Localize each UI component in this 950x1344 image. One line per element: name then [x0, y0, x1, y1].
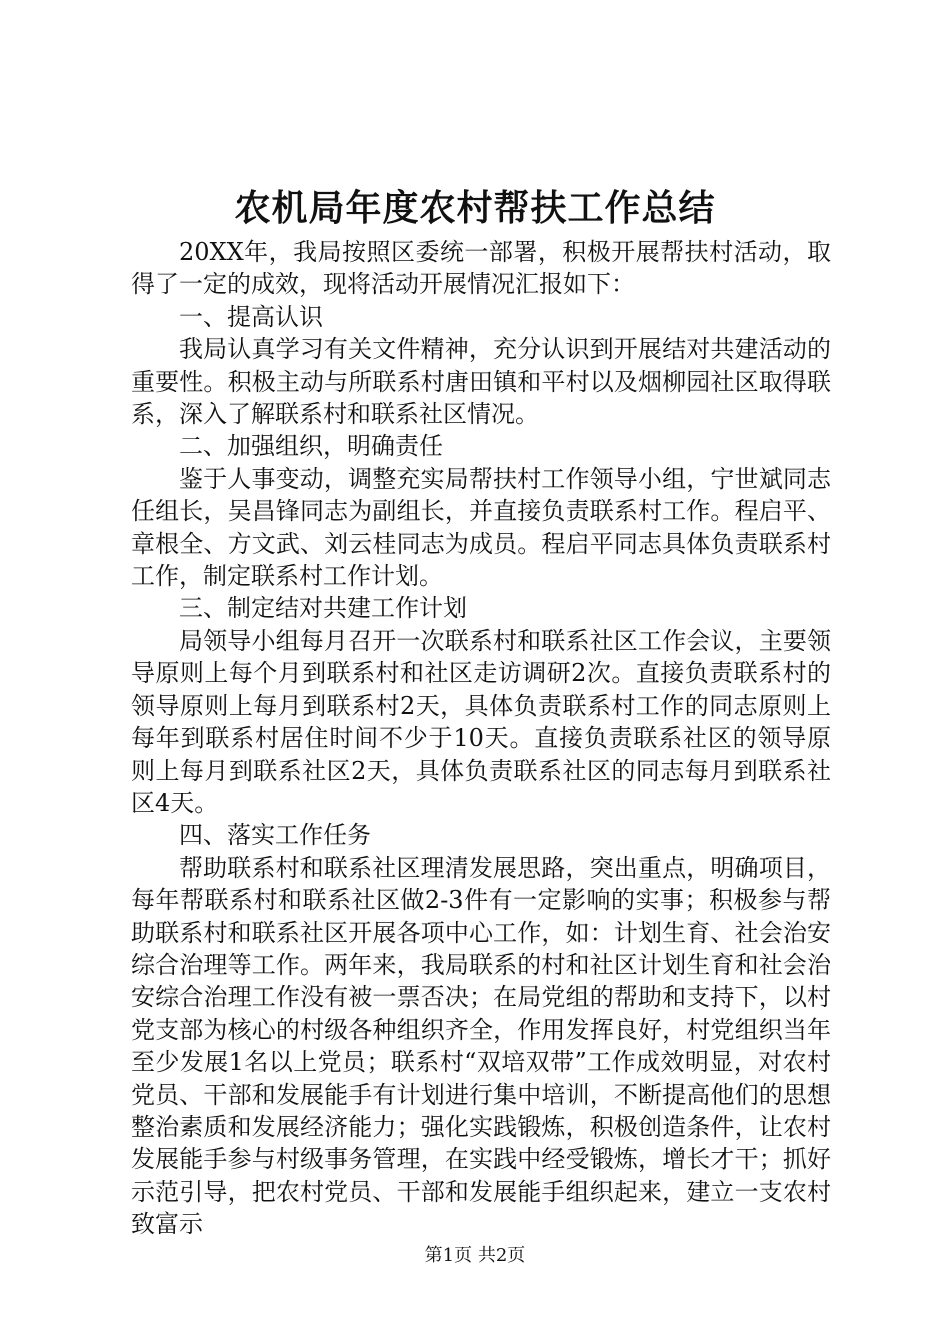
body-paragraph: 鉴于人事变动，调整充实局帮扶村工作领导小组，宁世斌同志任组长，吴昌锋同志为副组长，并直接负责联系村工作。程启平、章根全、方文武、刘云桂同志为成员。程启平同志具体负责联系村工作，制定联系村工作计划。 — [131, 464, 831, 591]
document-title: 农机局年度农村帮扶工作总结 — [234, 187, 716, 229]
intro-paragraph: 20XX年，我局按照区委统一部署，积极开展帮扶村活动，取得了一定的成效，现将活动开展情况汇报如下： — [131, 238, 831, 299]
body-paragraph: 帮助联系村和联系社区理清发展思路，突出重点，明确项目，每年帮联系村和联系社区做2-3件有一定影响的实事；积极参与帮助联系村和联系社区开展各项中心工作，如：计划生育、社会治安综合治理等工作。两年来，我局联系的村和社区计划生育和社会治安综合治理工作没有被一票否决；在局党组的帮助和支持下，以村党支部为核心的村级各种组织齐全，作用发挥良好，村党组织当年至少发展1名以上党员；联系村“双培双带”工作成效明显，对农村党员、干部和发展能手有计划进行集中培训，不断提高他们的思想整治素质和发展经济能力；强化实践锻炼，积极创造条件，让农村发展能手参与村级事务管理，在实践中经受锻炼，增长才干；抓好示范引导，把农村党员、干部和发展能手组织起来，建立一支农村致富示 — [131, 853, 831, 1239]
body-paragraph: 局领导小组每月召开一次联系村和联系社区工作会议，主要领导原则上每个月到联系村和社区走访调研2次。直接负责联系村的领导原则上每月到联系村2天，具体负责联系村工作的同志原则上每年到联系村居住时间不少于10天。直接负责联系社区的领导原则上每月到联系社区2天，具体负责联系社区的同志每月到联系社区4天。 — [131, 626, 831, 817]
body-paragraph: 我局认真学习有关文件精神，充分认识到开展结对共建活动的重要性。积极主动与所联系村唐田镇和平村以及烟柳园社区取得联系，深入了解联系村和联系社区情况。 — [131, 335, 831, 429]
section-heading: 三、制定结对共建工作计划 — [179, 594, 467, 623]
document-body — [131, 236, 831, 1241]
section-heading: 四、落实工作任务 — [179, 821, 371, 850]
section-heading: 一、提高认识 — [179, 302, 323, 331]
page-indicator: 第1页 共2页 — [424, 1245, 526, 1266]
section-heading: 二、加强组织，明确责任 — [179, 432, 443, 461]
